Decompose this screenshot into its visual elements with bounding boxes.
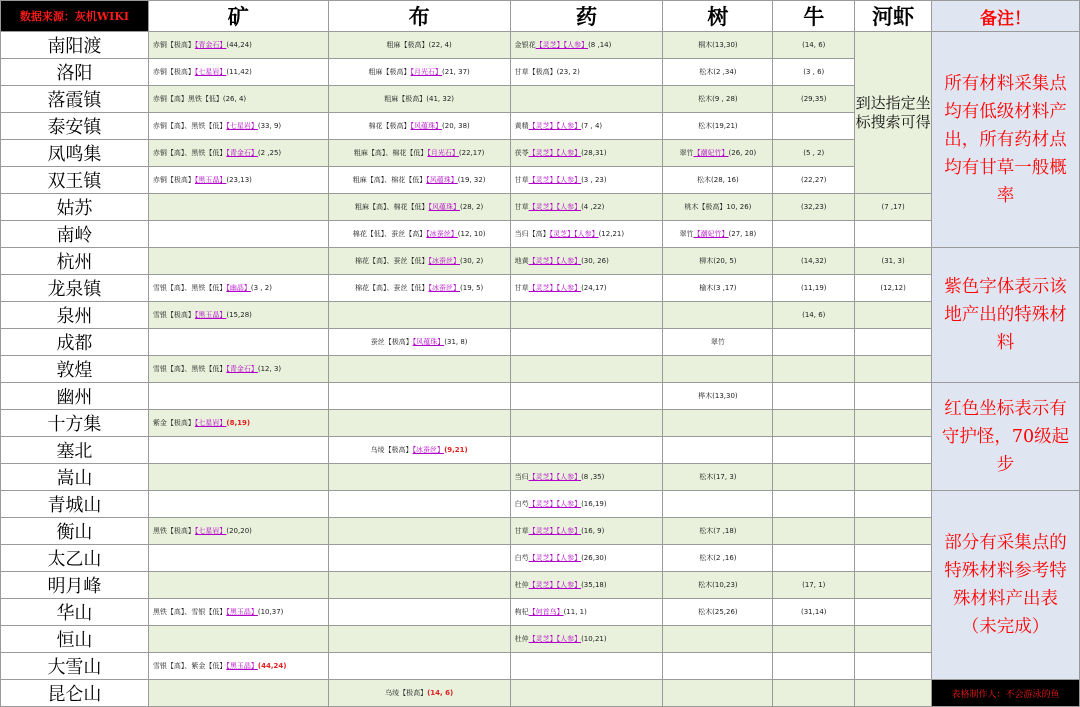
special-material: 【风蕴珠】 bbox=[412, 338, 445, 346]
special-material: 【月光石】 bbox=[410, 68, 443, 76]
cell-tree: 松木(28, 16) bbox=[663, 167, 773, 194]
cell-ore: 赤铜【极高】【七星岩】(11,42) bbox=[148, 59, 328, 86]
cell-cow bbox=[773, 221, 855, 248]
col-cow: 牛 bbox=[773, 1, 855, 32]
cell-shrimp bbox=[855, 572, 932, 599]
cell-cloth bbox=[328, 599, 510, 626]
cell-cow bbox=[773, 626, 855, 653]
location-name: 十方集 bbox=[1, 410, 149, 437]
cell-ore bbox=[148, 329, 328, 356]
special-material: 【灵芝】 bbox=[535, 41, 564, 49]
special-material: 【冰蚕丝】 bbox=[428, 257, 461, 265]
cell-cow: (5 , 2) bbox=[773, 140, 855, 167]
cell-herb: 金银花【灵芝】【人参】(8 ,14) bbox=[510, 32, 663, 59]
col-cloth: 布 bbox=[328, 1, 510, 32]
cell-tree bbox=[663, 410, 773, 437]
special-material: 【七星岩】 bbox=[194, 68, 227, 76]
special-material: 【灵芝】 bbox=[549, 230, 575, 238]
location-name: 龙泉镇 bbox=[1, 275, 149, 302]
cell-tree: 松木(19,21) bbox=[663, 113, 773, 140]
cell-shrimp bbox=[855, 221, 932, 248]
special-material: 【人参】 bbox=[556, 473, 582, 481]
cell-tree: 松木(9 , 28) bbox=[663, 86, 773, 113]
col-herb: 药 bbox=[510, 1, 663, 32]
location-name: 衡山 bbox=[1, 518, 149, 545]
table-row bbox=[1, 680, 1080, 707]
special-material: 【黑玉晶】 bbox=[226, 662, 258, 670]
special-material: 【灵芝】 bbox=[528, 257, 557, 265]
special-material: 【灵芝】 bbox=[528, 473, 557, 481]
cell-herb bbox=[510, 329, 663, 356]
cell-cow: (11,19) bbox=[773, 275, 855, 302]
cell-tree: 桦木(13,30) bbox=[663, 383, 773, 410]
special-material: 【人参】 bbox=[556, 176, 582, 184]
cell-cloth: 棉花【高】、蚕丝【低】【冰蚕丝】(19, 5) bbox=[328, 275, 510, 302]
table-row bbox=[1, 626, 1080, 653]
location-name: 双王镇 bbox=[1, 167, 149, 194]
note-2: 紫色字体表示该地产出的特殊材料 bbox=[932, 248, 1080, 383]
special-material: 【冰蚕丝】 bbox=[428, 284, 461, 292]
location-name: 塞北 bbox=[1, 437, 149, 464]
special-material: 【人参】 bbox=[556, 554, 582, 562]
special-material: 【青金石】 bbox=[194, 41, 227, 49]
guarded-coordinate: (44,24) bbox=[257, 662, 287, 670]
cell-herb: 白芍【灵芝】【人参】(26,30) bbox=[510, 545, 663, 572]
location-name: 青城山 bbox=[1, 491, 149, 518]
cell-shrimp bbox=[855, 437, 932, 464]
cell-herb bbox=[510, 410, 663, 437]
location-name: 敦煌 bbox=[1, 356, 149, 383]
cell-ore: 赤铜【极高】【黑玉晶】(23,13) bbox=[148, 167, 328, 194]
location-name: 杭州 bbox=[1, 248, 149, 275]
cell-ore: 雪银【高】、紫金【低】【黑玉晶】(44,24) bbox=[148, 653, 328, 680]
cell-cow bbox=[773, 464, 855, 491]
special-material: 【人参】 bbox=[556, 527, 582, 535]
special-material: 【灵芝】 bbox=[528, 581, 557, 589]
cell-cow: (14, 6) bbox=[773, 302, 855, 329]
table-row bbox=[1, 464, 1080, 491]
special-material: 【何首乌】 bbox=[528, 608, 564, 616]
cell-tree: 松木(10,23) bbox=[663, 572, 773, 599]
cell-ore: 黑铁【极高】【七星岩】(20,20) bbox=[148, 518, 328, 545]
cell-ore: 雪银【高】、黑铁【低】【青金石】(12, 3) bbox=[148, 356, 328, 383]
table-row bbox=[1, 32, 1080, 59]
table-row bbox=[1, 599, 1080, 626]
table-row bbox=[1, 491, 1080, 518]
cell-shrimp bbox=[855, 491, 932, 518]
cell-ore bbox=[148, 221, 328, 248]
cell-tree bbox=[663, 356, 773, 383]
cell-cloth bbox=[328, 491, 510, 518]
cell-tree: 松木(17, 3) bbox=[663, 464, 773, 491]
cell-cow bbox=[773, 491, 855, 518]
cell-shrimp bbox=[855, 680, 932, 707]
special-material: 【风蕴珠】 bbox=[426, 176, 458, 184]
cell-cow bbox=[773, 329, 855, 356]
cell-cloth bbox=[328, 383, 510, 410]
cell-tree: 松木(7 ,18) bbox=[663, 518, 773, 545]
cell-shrimp bbox=[855, 599, 932, 626]
cell-cloth bbox=[328, 545, 510, 572]
cell-herb bbox=[510, 86, 663, 113]
cell-tree bbox=[663, 680, 773, 707]
cell-tree: 翠竹【潮妃竹】(26, 20) bbox=[663, 140, 773, 167]
special-material: 【灵芝】 bbox=[528, 554, 557, 562]
cell-cloth bbox=[328, 626, 510, 653]
guarded-coordinate: (14, 6) bbox=[427, 689, 454, 697]
cell-cloth: 粗麻【高】、棉花【低】【月光石】(22,17) bbox=[328, 140, 510, 167]
cell-tree: 松木(2 ,34) bbox=[663, 59, 773, 86]
special-material: 【潮妃竹】 bbox=[693, 230, 729, 238]
source-label: 数据来源：灰机WIKI bbox=[1, 1, 149, 32]
location-name: 洛阳 bbox=[1, 59, 149, 86]
special-material: 【灵芝】 bbox=[528, 500, 557, 508]
location-name: 成都 bbox=[1, 329, 149, 356]
cell-tree: 柳木(20, 5) bbox=[663, 248, 773, 275]
cell-shrimp bbox=[855, 302, 932, 329]
cell-shrimp bbox=[855, 329, 932, 356]
cell-herb: 甘草【灵芝】【人参】(16, 9) bbox=[510, 518, 663, 545]
special-material: 【灵芝】 bbox=[528, 635, 557, 643]
cell-ore: 赤铜【高】、黑铁【低】【七星岩】(33, 9) bbox=[148, 113, 328, 140]
cell-ore bbox=[148, 626, 328, 653]
cell-ore bbox=[148, 680, 328, 707]
special-material: 【灵芝】 bbox=[528, 176, 557, 184]
cell-cow: (29,35) bbox=[773, 86, 855, 113]
cell-cloth: 棉花【极高】【风蕴珠】(20, 38) bbox=[328, 113, 510, 140]
table-row bbox=[1, 248, 1080, 275]
special-material: 【人参】 bbox=[563, 41, 589, 49]
special-material: 【青金石】 bbox=[226, 149, 258, 157]
cell-shrimp bbox=[855, 626, 932, 653]
special-material: 【七星岩】 bbox=[226, 122, 258, 130]
cell-herb bbox=[510, 653, 663, 680]
cell-tree: 翠竹 bbox=[663, 329, 773, 356]
location-name: 大雪山 bbox=[1, 653, 149, 680]
cell-tree bbox=[663, 653, 773, 680]
location-name: 凤鸣集 bbox=[1, 140, 149, 167]
cell-shrimp: (31, 3) bbox=[855, 248, 932, 275]
cell-cow bbox=[773, 383, 855, 410]
cell-herb bbox=[510, 437, 663, 464]
table-row bbox=[1, 194, 1080, 221]
location-name: 昆仑山 bbox=[1, 680, 149, 707]
col-shrimp: 河虾 bbox=[855, 1, 932, 32]
cell-shrimp bbox=[855, 410, 932, 437]
cell-ore bbox=[148, 437, 328, 464]
cell-cow: (14,32) bbox=[773, 248, 855, 275]
col-ore: 矿 bbox=[148, 1, 328, 32]
special-material: 【人参】 bbox=[556, 257, 582, 265]
cell-cloth bbox=[328, 410, 510, 437]
location-name: 落霞镇 bbox=[1, 86, 149, 113]
location-name: 泉州 bbox=[1, 302, 149, 329]
cell-cloth bbox=[328, 653, 510, 680]
cell-cloth: 粗麻【高】、棉花【低】【风蕴珠】(28, 2) bbox=[328, 194, 510, 221]
special-material: 【人参】 bbox=[556, 149, 582, 157]
cell-herb: 当归【灵芝】【人参】(8 ,35) bbox=[510, 464, 663, 491]
cell-tree bbox=[663, 491, 773, 518]
cell-cow bbox=[773, 518, 855, 545]
cell-herb: 杜仲【灵芝】【人参】(35,18) bbox=[510, 572, 663, 599]
cell-ore bbox=[148, 464, 328, 491]
special-material: 【风蕴珠】 bbox=[410, 122, 443, 130]
cell-ore bbox=[148, 491, 328, 518]
cell-cloth: 棉花【高】、蚕丝【低】【冰蚕丝】(30, 2) bbox=[328, 248, 510, 275]
cell-herb: 杜仲【灵芝】【人参】(10,21) bbox=[510, 626, 663, 653]
cell-tree bbox=[663, 437, 773, 464]
cell-cloth bbox=[328, 464, 510, 491]
cell-ore bbox=[148, 572, 328, 599]
cell-cloth: 棉花【低】、蚕丝【高】【冰蚕丝】(12, 10) bbox=[328, 221, 510, 248]
cell-cow: (17, 1) bbox=[773, 572, 855, 599]
cell-herb bbox=[510, 356, 663, 383]
cell-cow: (22,27) bbox=[773, 167, 855, 194]
cell-shrimp bbox=[855, 464, 932, 491]
cell-herb: 当归【高】【灵芝】【人参】(12,21) bbox=[510, 221, 663, 248]
cell-cloth bbox=[328, 572, 510, 599]
cell-ore: 雪银【极高】【黑玉晶】(15,28) bbox=[148, 302, 328, 329]
cell-herb bbox=[510, 383, 663, 410]
cell-tree bbox=[663, 626, 773, 653]
special-material: 【人参】 bbox=[574, 230, 599, 238]
cell-herb bbox=[510, 302, 663, 329]
cell-shrimp: (12,12) bbox=[855, 275, 932, 302]
cell-shrimp bbox=[855, 545, 932, 572]
special-material: 【月光石】 bbox=[427, 149, 459, 157]
cell-cow: (3 , 6) bbox=[773, 59, 855, 86]
cell-ore: 赤铜【高】、黑铁【低】【青金石】(2 ,25) bbox=[148, 140, 328, 167]
cell-cloth bbox=[328, 356, 510, 383]
special-material: 【七星岩】 bbox=[194, 419, 227, 427]
table-row bbox=[1, 356, 1080, 383]
cell-cow: (14, 6) bbox=[773, 32, 855, 59]
credit-label: 表格制作人：不会游泳的鱼 bbox=[932, 680, 1080, 707]
cell-herb: 甘草【灵芝】【人参】(4 ,22) bbox=[510, 194, 663, 221]
location-name: 嵩山 bbox=[1, 464, 149, 491]
note-4: 部分有采集点的特殊材料参考特殊材料产出表（未完成） bbox=[932, 491, 1080, 680]
cell-cow bbox=[773, 545, 855, 572]
cell-cloth: 粗麻【极高】(41, 32) bbox=[328, 86, 510, 113]
table-row bbox=[1, 329, 1080, 356]
cell-ore bbox=[148, 545, 328, 572]
cell-cloth: 粗麻【极高】【月光石】(21, 37) bbox=[328, 59, 510, 86]
location-name: 幽州 bbox=[1, 383, 149, 410]
special-material: 【灵芝】 bbox=[528, 284, 557, 292]
cell-cloth: 乌绫【极高】【冰蚕丝】(9,21) bbox=[328, 437, 510, 464]
special-material: 【黑玉晶】 bbox=[226, 608, 258, 616]
cell-herb: 地黄【灵芝】【人参】(30, 26) bbox=[510, 248, 663, 275]
special-material: 【七星岩】 bbox=[194, 527, 227, 535]
table-row bbox=[1, 221, 1080, 248]
location-name: 姑苏 bbox=[1, 194, 149, 221]
shrimp-search-note: 到达指定坐标搜索可得 bbox=[855, 32, 932, 194]
cell-herb bbox=[510, 680, 663, 707]
cell-shrimp bbox=[855, 383, 932, 410]
location-name: 华山 bbox=[1, 599, 149, 626]
table-row bbox=[1, 437, 1080, 464]
special-material: 【灵芝】 bbox=[528, 149, 557, 157]
cell-cow bbox=[773, 437, 855, 464]
location-name: 太乙山 bbox=[1, 545, 149, 572]
cell-herb: 枸杞【何首乌】(11, 1) bbox=[510, 599, 663, 626]
cell-herb: 白芍【灵芝】【人参】(16,19) bbox=[510, 491, 663, 518]
table-row bbox=[1, 410, 1080, 437]
cell-ore: 紫金【极高】【七星岩】(8,19) bbox=[148, 410, 328, 437]
location-name: 泰安镇 bbox=[1, 113, 149, 140]
cell-herb: 茯苓【灵芝】【人参】(28,31) bbox=[510, 140, 663, 167]
table-row bbox=[1, 275, 1080, 302]
cell-cow bbox=[773, 680, 855, 707]
special-material: 【冰蚕丝】 bbox=[412, 446, 445, 454]
location-name: 恒山 bbox=[1, 626, 149, 653]
cell-tree: 桐木(13,30) bbox=[663, 32, 773, 59]
table-row bbox=[1, 383, 1080, 410]
special-material: 【灵芝】 bbox=[528, 203, 557, 211]
cell-shrimp: (7 ,17) bbox=[855, 194, 932, 221]
cell-herb: 甘草【极高】(23, 2) bbox=[510, 59, 663, 86]
table-row bbox=[1, 302, 1080, 329]
guarded-coordinate: (9,21) bbox=[444, 446, 468, 454]
cell-cow: (32,23) bbox=[773, 194, 855, 221]
guarded-coordinate: (8,19) bbox=[226, 419, 251, 427]
special-material: 【青金石】 bbox=[226, 365, 258, 373]
table-row bbox=[1, 653, 1080, 680]
special-material: 【人参】 bbox=[556, 635, 582, 643]
special-material: 【潮妃竹】 bbox=[693, 149, 729, 157]
cell-ore: 赤铜【高】黑铁【低】(26, 4) bbox=[148, 86, 328, 113]
cell-ore bbox=[148, 383, 328, 410]
special-material: 【灵芝】 bbox=[528, 527, 557, 535]
cell-tree: 松木(25,26) bbox=[663, 599, 773, 626]
cell-shrimp bbox=[855, 356, 932, 383]
cell-cloth: 乌绫【极高】(14, 6) bbox=[328, 680, 510, 707]
location-name: 南岭 bbox=[1, 221, 149, 248]
special-material: 【人参】 bbox=[556, 284, 582, 292]
cell-tree bbox=[663, 302, 773, 329]
special-material: 【人参】 bbox=[556, 122, 582, 130]
col-tree: 树 bbox=[663, 1, 773, 32]
table-row bbox=[1, 545, 1080, 572]
cell-tree: 松木(2 ,16) bbox=[663, 545, 773, 572]
cell-ore bbox=[148, 248, 328, 275]
cell-cow bbox=[773, 356, 855, 383]
note-1: 所有材料采集点均有低级材料产出，所有药材点均有甘草一般概率 bbox=[932, 32, 1080, 248]
table-row bbox=[1, 572, 1080, 599]
location-name: 南阳渡 bbox=[1, 32, 149, 59]
cell-cloth: 粗麻【高】、棉花【低】【风蕴珠】(19, 32) bbox=[328, 167, 510, 194]
cell-tree: 榆木(3 ,17) bbox=[663, 275, 773, 302]
special-material: 【人参】 bbox=[556, 581, 582, 589]
table-row bbox=[1, 518, 1080, 545]
special-material: 【黑玉晶】 bbox=[194, 176, 227, 184]
special-material: 【人参】 bbox=[556, 203, 582, 211]
notes-header: 备注！ bbox=[932, 1, 1080, 32]
cell-tree: 桃木【极高】10, 26) bbox=[663, 194, 773, 221]
cell-cloth bbox=[328, 518, 510, 545]
cell-cow bbox=[773, 410, 855, 437]
special-material: 【冰蚕丝】 bbox=[426, 230, 458, 238]
special-material: 【灵芝】 bbox=[528, 122, 557, 130]
cell-herb: 甘草【灵芝】【人参】(3 , 23) bbox=[510, 167, 663, 194]
cell-cow: (31,14) bbox=[773, 599, 855, 626]
cell-cloth: 蚕丝【极高】【风蕴珠】(31, 8) bbox=[328, 329, 510, 356]
cell-shrimp bbox=[855, 518, 932, 545]
cell-ore bbox=[148, 194, 328, 221]
cell-tree: 翠竹【潮妃竹】(27, 18) bbox=[663, 221, 773, 248]
cell-herb: 甘草【灵芝】【人参】(24,17) bbox=[510, 275, 663, 302]
cell-shrimp bbox=[855, 653, 932, 680]
cell-cow bbox=[773, 653, 855, 680]
location-name: 明月峰 bbox=[1, 572, 149, 599]
cell-cow bbox=[773, 113, 855, 140]
cell-ore: 黑铁【高】、雪银【低】【黑玉晶】(10,37) bbox=[148, 599, 328, 626]
cell-ore: 雪银【高】、黑铁【低】【幽晶】(3 , 2) bbox=[148, 275, 328, 302]
special-material: 【风蕴珠】 bbox=[428, 203, 461, 211]
note-3: 红色坐标表示有守护怪，70级起步 bbox=[932, 383, 1080, 491]
cell-cloth bbox=[328, 302, 510, 329]
cell-ore: 赤铜【极高】【青金石】(44,24) bbox=[148, 32, 328, 59]
special-material: 【幽晶】 bbox=[226, 284, 251, 292]
cell-herb: 黄精【灵芝】【人参】(7 , 4) bbox=[510, 113, 663, 140]
cell-cloth: 粗麻【极高】(22, 4) bbox=[328, 32, 510, 59]
special-material: 【人参】 bbox=[556, 500, 582, 508]
special-material: 【黑玉晶】 bbox=[194, 311, 227, 319]
